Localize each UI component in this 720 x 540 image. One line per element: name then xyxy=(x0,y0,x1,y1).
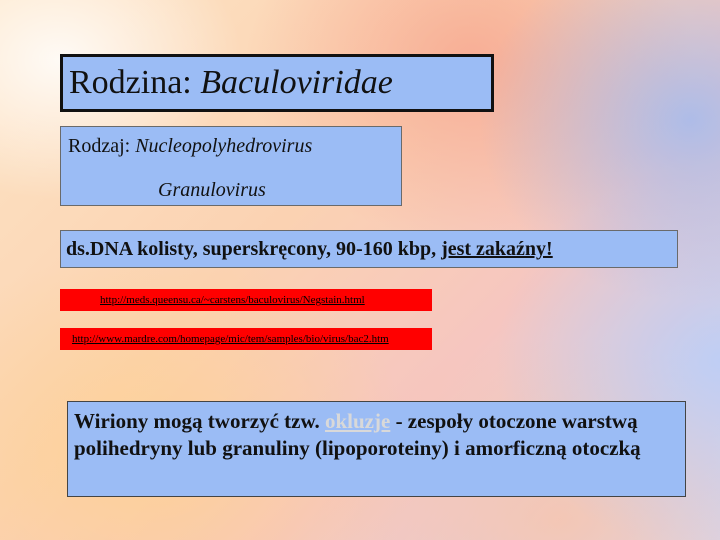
family-title-box xyxy=(60,54,494,112)
genus-line-1 xyxy=(68,131,401,161)
link-bac2[interactable]: http://www.mardre.com/homepage/mic/tem/samples/bio/virus/bac2.htm xyxy=(60,328,432,350)
dna-description-box xyxy=(60,230,678,268)
virion-description-box xyxy=(67,401,686,497)
virion-text-after: - zespoły otoczone warstwą polihedryny lub granuliny (lipoporoteiny) i amorficzną otoczką xyxy=(74,409,641,460)
virion-text-before: Wiriony mogą tworzyć tzw. xyxy=(74,409,320,433)
genus-prefix: Rodzaj: xyxy=(68,135,131,157)
occlusion-link[interactable]: okluzje xyxy=(324,409,391,433)
family-name: Baculoviridae xyxy=(200,64,393,101)
genus-box xyxy=(60,126,402,206)
genus-name-1: Nucleopolyhedrovirus xyxy=(135,135,313,157)
link-negstain[interactable]: http://meds.queensu.ca/~carstens/baculovirus/Negstain.html xyxy=(60,289,432,311)
dna-infectious-text: jest zakaźny! xyxy=(441,238,553,260)
family-prefix: Rodzina: xyxy=(69,64,192,101)
genus-name-2: Granulovirus xyxy=(158,179,266,201)
dna-text: ds.DNA kolisty, superskręcony, 90-160 kbp, xyxy=(66,238,437,260)
